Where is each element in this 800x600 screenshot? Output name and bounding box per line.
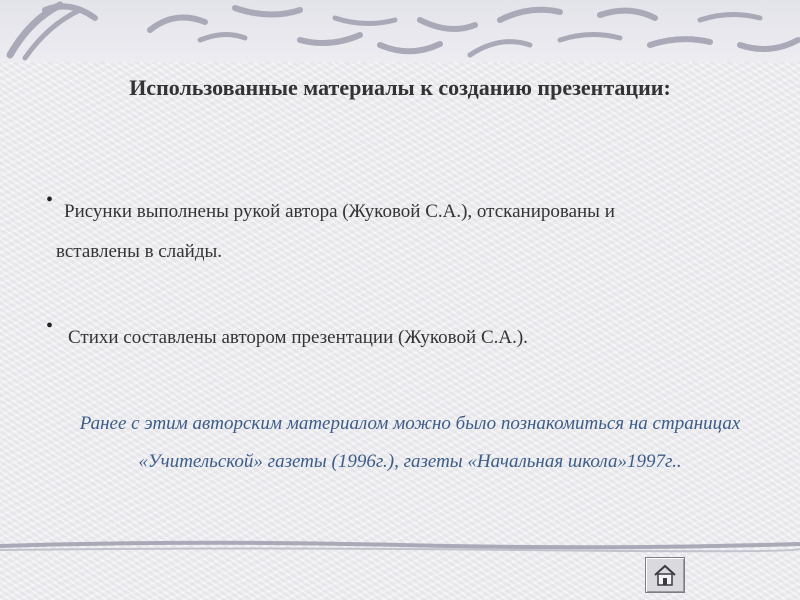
decorative-swirls bbox=[0, 0, 800, 62]
bullet-text: Рисунки выполнены рукой автора (Жуковой С.А.), отсканированы и bbox=[64, 201, 615, 222]
list-item bbox=[46, 189, 770, 272]
publication-note: Ранее с этим авторским материалом можно было познакомиться на страницах «Учительской» газеты (1996г.), газеты «Начальная школа»1997г.. bbox=[79, 413, 741, 472]
bottom-divider bbox=[0, 538, 800, 554]
slide-title: Использованные материалы к созданию презентации: bbox=[129, 75, 671, 100]
bullet-marker: • bbox=[46, 189, 54, 211]
bullet-marker: • bbox=[46, 315, 54, 337]
home-button[interactable] bbox=[645, 557, 685, 593]
home-icon bbox=[653, 563, 677, 587]
list-item bbox=[46, 315, 770, 358]
bullet-text: вставлены в слайды. bbox=[56, 241, 222, 262]
bullet-text: Стихи составлены автором презентации (Жуковой С.А.). bbox=[68, 327, 528, 348]
